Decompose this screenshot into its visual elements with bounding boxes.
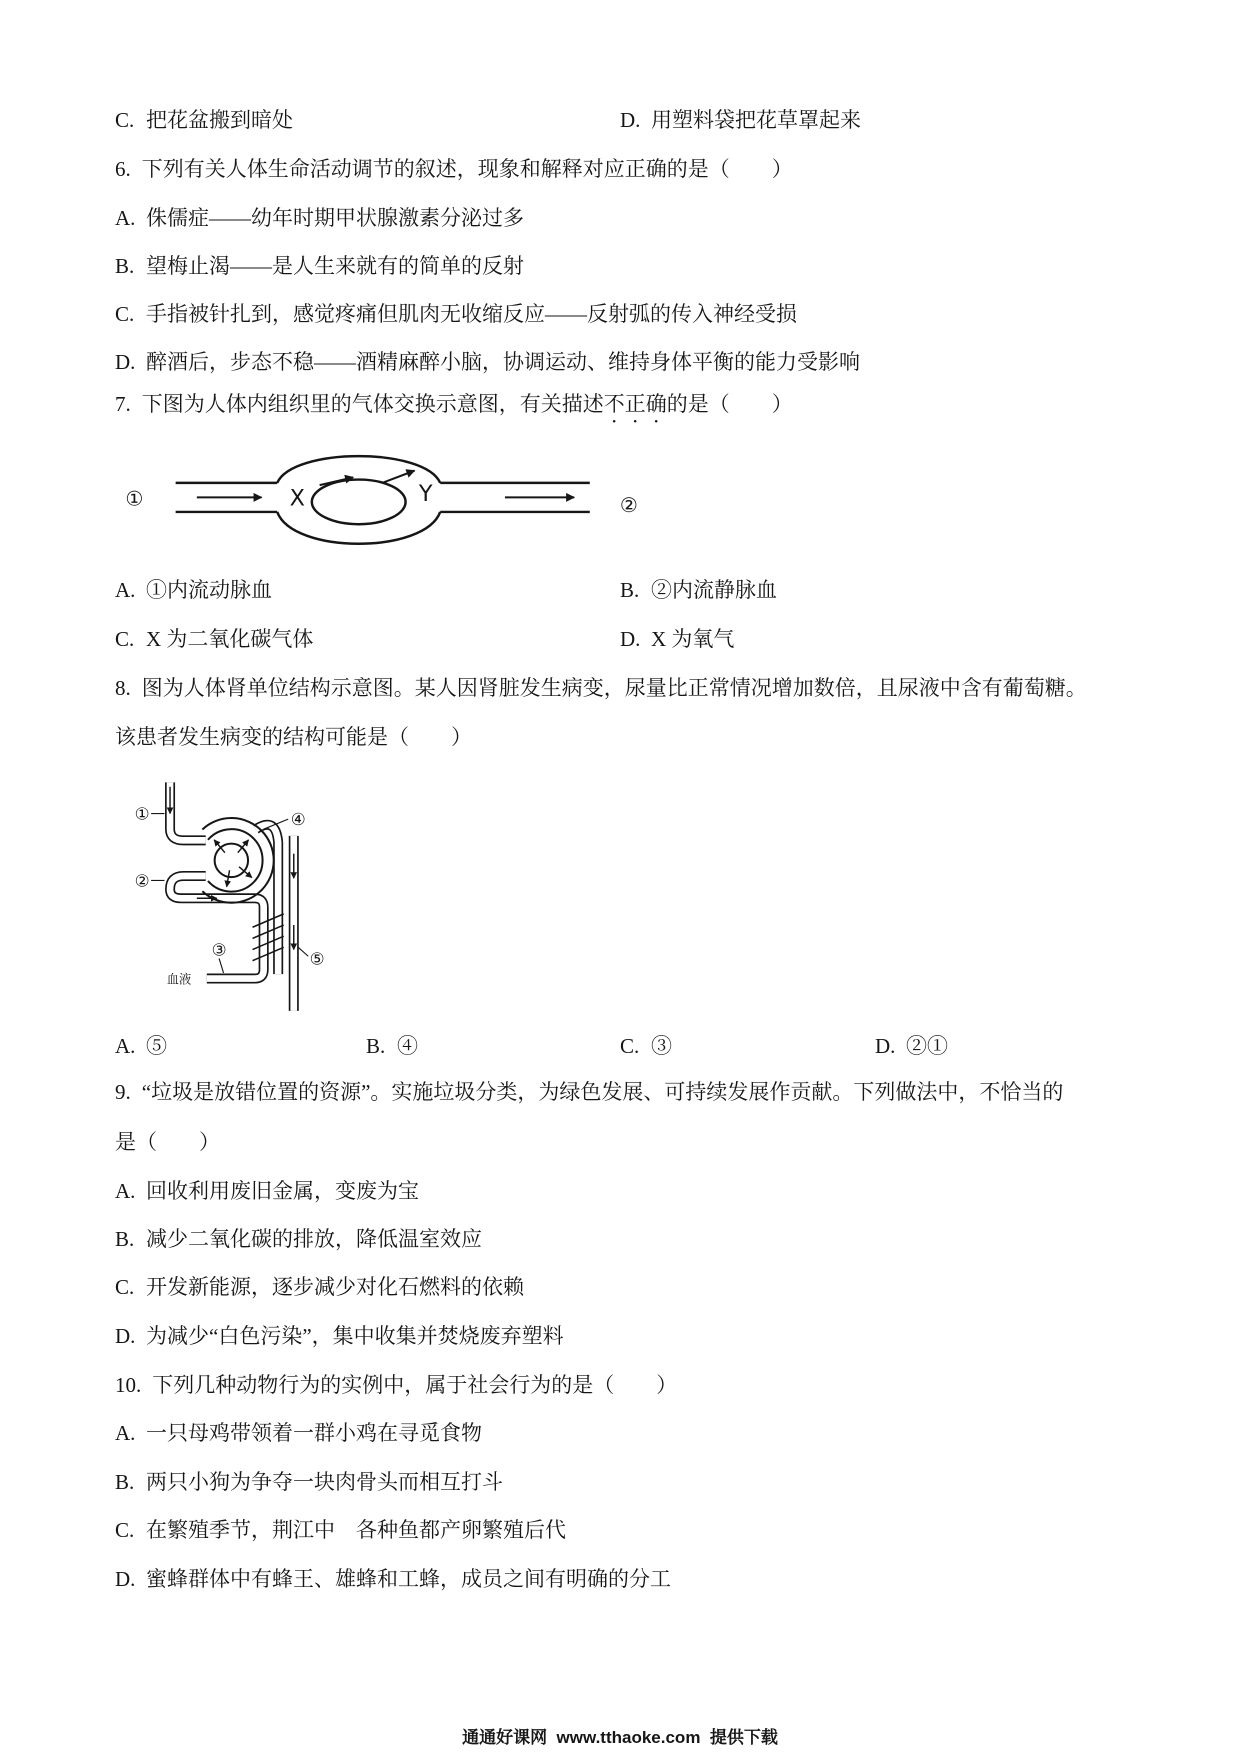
option-text: ③ xyxy=(651,1034,672,1058)
option-text: 侏儒症——幼年时期甲状腺激素分泌过多 xyxy=(146,206,524,230)
option-letter: A. xyxy=(115,1421,136,1445)
question-text: 下列几种动物行为的实例中，属于社会行为的是（ ） xyxy=(152,1373,678,1397)
question-number: 10. xyxy=(115,1373,142,1397)
option-letter: C. xyxy=(115,108,135,132)
option-letter: A. xyxy=(115,578,136,602)
question-number: 9. xyxy=(115,1080,131,1104)
option-text: 回收利用废旧金属，变废为宝 xyxy=(146,1179,419,1203)
q6-option-b xyxy=(115,252,524,280)
q8-option-c xyxy=(620,1032,672,1060)
label-1: ① xyxy=(134,803,150,824)
q10-option-a xyxy=(115,1419,482,1447)
nephron-diagram xyxy=(121,780,335,1011)
q5-option-d xyxy=(620,106,861,134)
option-letter: C. xyxy=(115,302,135,326)
capillary-vessel-outline xyxy=(176,456,590,544)
option-letter: D. xyxy=(620,627,641,651)
q7-option-b xyxy=(620,576,777,604)
gas-y-arrow xyxy=(382,471,414,483)
question-number: 6. xyxy=(115,157,131,181)
option-text: 把花盆搬到暗处 xyxy=(146,108,293,132)
q9-option-c xyxy=(115,1273,524,1301)
option-letter: D. xyxy=(875,1034,896,1058)
option-text: 开发新能源，逐步减少对化石燃料的依赖 xyxy=(146,1275,524,1299)
q9-option-a xyxy=(115,1177,419,1205)
q6-stem xyxy=(115,155,793,183)
question-text: 下列有关人体生命活动调节的叙述，现象和解释对应正确的是（ ） xyxy=(141,157,793,181)
question-text-emphasis: 不正确 xyxy=(603,392,667,416)
option-letter: D. xyxy=(115,350,136,374)
q8-stem-line-1 xyxy=(115,674,1087,702)
capillary-outer-bottom-wall xyxy=(277,512,440,544)
option-text: 减少二氧化碳的排放，降低温室效应 xyxy=(146,1227,482,1251)
efferent-vessel xyxy=(170,876,264,979)
option-letter: A. xyxy=(115,1179,136,1203)
afferent-vessel xyxy=(170,782,206,840)
q10-stem xyxy=(115,1371,677,1399)
q9-option-d xyxy=(115,1322,564,1350)
label-5: ⑤ xyxy=(309,948,325,969)
label-outflow: ② xyxy=(619,493,638,518)
page-footer: 通通好课网 www.tthaoke.com 提供下载 xyxy=(462,1728,778,1747)
tissue-cell-inner-ring xyxy=(312,480,406,525)
q8-option-b xyxy=(366,1032,418,1060)
capsule-inner-wall xyxy=(208,829,263,891)
option-text: ②内流静脉血 xyxy=(651,578,777,602)
label-inflow: ① xyxy=(125,486,144,511)
q8-option-d xyxy=(875,1032,948,1060)
label-4: ④ xyxy=(290,809,306,830)
option-text: X 为氧气 xyxy=(651,627,735,651)
option-letter: D. xyxy=(620,108,641,132)
gas-exchange-diagram xyxy=(112,447,659,559)
label-x: X xyxy=(289,485,305,512)
question-text: 图为人体肾单位结构示意图。某人因肾脏发生病变，尿量比正常情况增加数倍，且尿液中含有葡萄糖。 xyxy=(141,676,1087,700)
option-letter: B. xyxy=(115,254,135,278)
option-text: X 为二氧化碳气体 xyxy=(146,627,314,651)
q5-option-c xyxy=(115,106,293,134)
q9-option-b xyxy=(115,1225,482,1253)
question-number: 8. xyxy=(115,676,131,700)
option-letter: D. xyxy=(115,1567,136,1591)
option-letter: A. xyxy=(115,206,136,230)
glomerulus xyxy=(215,844,248,877)
q7-stem xyxy=(115,390,793,418)
option-text: 一只母鸡带领着一群小鸡在寻觅食物 xyxy=(146,1421,482,1445)
option-text: ①内流动脉血 xyxy=(146,578,272,602)
q6-option-d xyxy=(115,348,860,376)
q6-option-a xyxy=(115,204,524,232)
option-text: 望梅止渴——是人生来就有的简单的反射 xyxy=(146,254,524,278)
question-text-after: 的是（ ） xyxy=(666,392,793,416)
label-3: ③ xyxy=(211,939,227,960)
option-letter: C. xyxy=(115,627,135,651)
q7-option-d xyxy=(620,625,734,653)
option-letter: B. xyxy=(115,1470,135,1494)
option-letter: C. xyxy=(115,1518,135,1542)
q6-option-c xyxy=(115,300,797,328)
q8-option-a xyxy=(115,1032,167,1060)
q7-option-c xyxy=(115,625,313,653)
option-letter: B. xyxy=(620,578,640,602)
q10-option-c xyxy=(115,1516,566,1544)
q9-stem-line-2 xyxy=(115,1128,220,1156)
option-text: 手指被针扎到，感觉疼痛但肌肉无收缩反应——反射弧的传入神经受损 xyxy=(146,302,797,326)
option-letter: C. xyxy=(115,1275,135,1299)
option-text: 蜜蜂群体中有蜂王、雄蜂和工蜂，成员之间有明确的分工 xyxy=(146,1567,671,1591)
option-text: 用塑料袋把花草罩起来 xyxy=(651,108,861,132)
option-letter: B. xyxy=(366,1034,386,1058)
option-letter: B. xyxy=(115,1227,135,1251)
question-text-before: 下图为人体内组织里的气体交换示意图，有关描述 xyxy=(141,392,604,416)
option-letter: C. xyxy=(620,1034,640,1058)
option-letter: A. xyxy=(115,1034,136,1058)
q8-stem-line-2 xyxy=(115,723,472,751)
option-text: ④ xyxy=(397,1034,418,1058)
question-text: 该患者发生病变的结构可能是（ ） xyxy=(115,725,472,749)
option-letter: D. xyxy=(115,1324,136,1348)
label-y: Y xyxy=(418,481,433,508)
option-text: 醉酒后，步态不稳——酒精麻醉小脑，协调运动、维持身体平衡的能力受影响 xyxy=(146,350,860,374)
q7-option-a xyxy=(115,576,272,604)
option-text: ②① xyxy=(906,1034,948,1058)
label-blood: 血液 xyxy=(166,972,192,987)
q9-stem-line-1 xyxy=(115,1078,1063,1106)
option-text: ⑤ xyxy=(146,1034,167,1058)
question-text: 是（ ） xyxy=(115,1130,220,1154)
label-2: ② xyxy=(134,870,150,891)
option-text: 为减少“白色污染”，集中收集并焚烧废弃塑料 xyxy=(146,1324,564,1348)
q10-option-d xyxy=(115,1565,671,1593)
option-text: 在繁殖季节，荆江中 各种鱼都产卵繁殖后代 xyxy=(146,1518,566,1542)
question-text: “垃圾是放错位置的资源”。实施垃圾分类，为绿色发展、可持续发展作贡献。下列做法中，不恰当的 xyxy=(141,1080,1064,1104)
option-text: 两只小狗为争夺一块肉骨头而相互打斗 xyxy=(146,1470,503,1494)
q10-option-b xyxy=(115,1468,503,1496)
question-number: 7. xyxy=(115,392,131,416)
